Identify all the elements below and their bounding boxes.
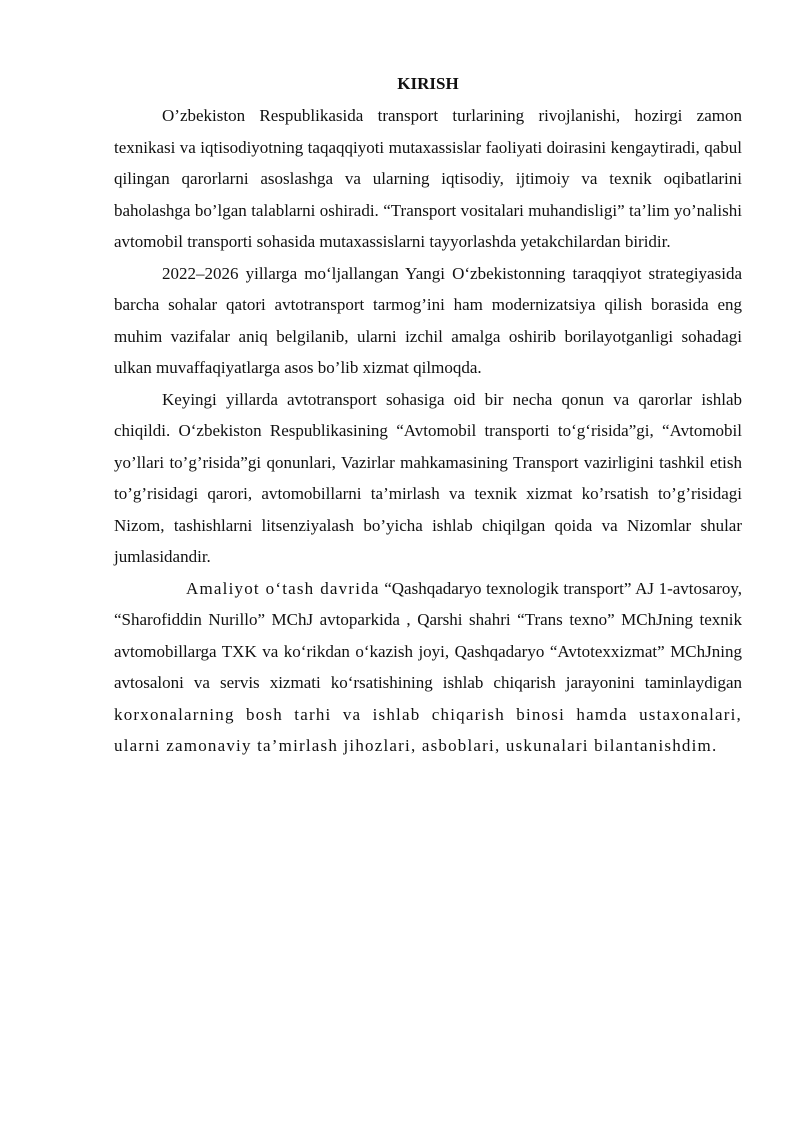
internship-middle-text: “Qashqadaryo texnologik transport” AJ 1-avtosaroy, “Sharofiddin Nurillo” MChJ avtoparkida , Qarshi shahri “Trans texno” MChJning texnik avtomobillarga TXK va ko‘rikdan o‘kazish joyi, Qashqadaryo “Avtotexxizmat” MChJning avtosaloni va servis xizmati ko‘rsatishining ishlab chiqarish jarayonini taminlaydigan (114, 578, 742, 692)
document-title: KIRISH (397, 74, 459, 93)
paragraph-laws: Keyingi yillarda avtotransport sohasiga oid bir necha qonun va qarorlar ishlab chiqildi. O‘zbekiston Respublikasining “Avtomobil transporti to‘g‘risida”gi, “Avtomobil yo’llari to’g’risida”gi qonunlari, Vazirlar mahkamasining Transport vazirligini tashkil etish to’g’risidagi qarori, avtomobillarni ta’mirlash va texnik xizmat ko’rsatish to’g’risidagi Nizom, tashishlarni litsenziyalash bo’yicha ishlab chiqilgan qoida va Nizomlar shular jumlasidandir. (114, 389, 742, 566)
internship-lead-text: Amaliyot o‘tash davrida (186, 578, 380, 598)
paragraph-internship (114, 573, 742, 762)
paragraph-strategy: 2022–2026 yillarga mo‘ljallangan Yangi O‘zbekistonning taraqqiyot strategiyasida barcha sohalar qatori avtotransport tarmog’ini ham modernizatsiya qilish borasida eng muhim vazifalar aniq belgilanib, ularni izchil amalga oshirib borilayotganligi sohadagi ulkan muvaffaqiyatlarga asos bo’lib xizmat qilmoqda. (114, 263, 742, 377)
internship-tail-text: korxonalarning bosh tarhi va ishlab chiqarish binosi hamda ustaxonalari, ularni zamonaviy ta’mirlash jihozlari, asboblari, uskunalari bilantanishdim. (114, 704, 742, 755)
document-page (114, 74, 742, 762)
paragraph-introduction: O’zbekiston Respublikasida transport turlarining rivojlanishi, hozirgi zamon texnikasi va iqtisodiyotning taqaqqiyoti mutaxassislar faoliyati doirasini kengaytiradi, qabul qilingan qarorlarni asoslashga va ularning iqtisodiy, ijtimoiy va texnik oqibatlarini baholashga bo’lgan talablarni oshiradi. “Transport vositalari muhandisligi” ta’lim yo’nalishi avtomobil transporti sohasida mutaxassislarni tayyorlashda yetakchilardan biridir. (114, 106, 742, 251)
